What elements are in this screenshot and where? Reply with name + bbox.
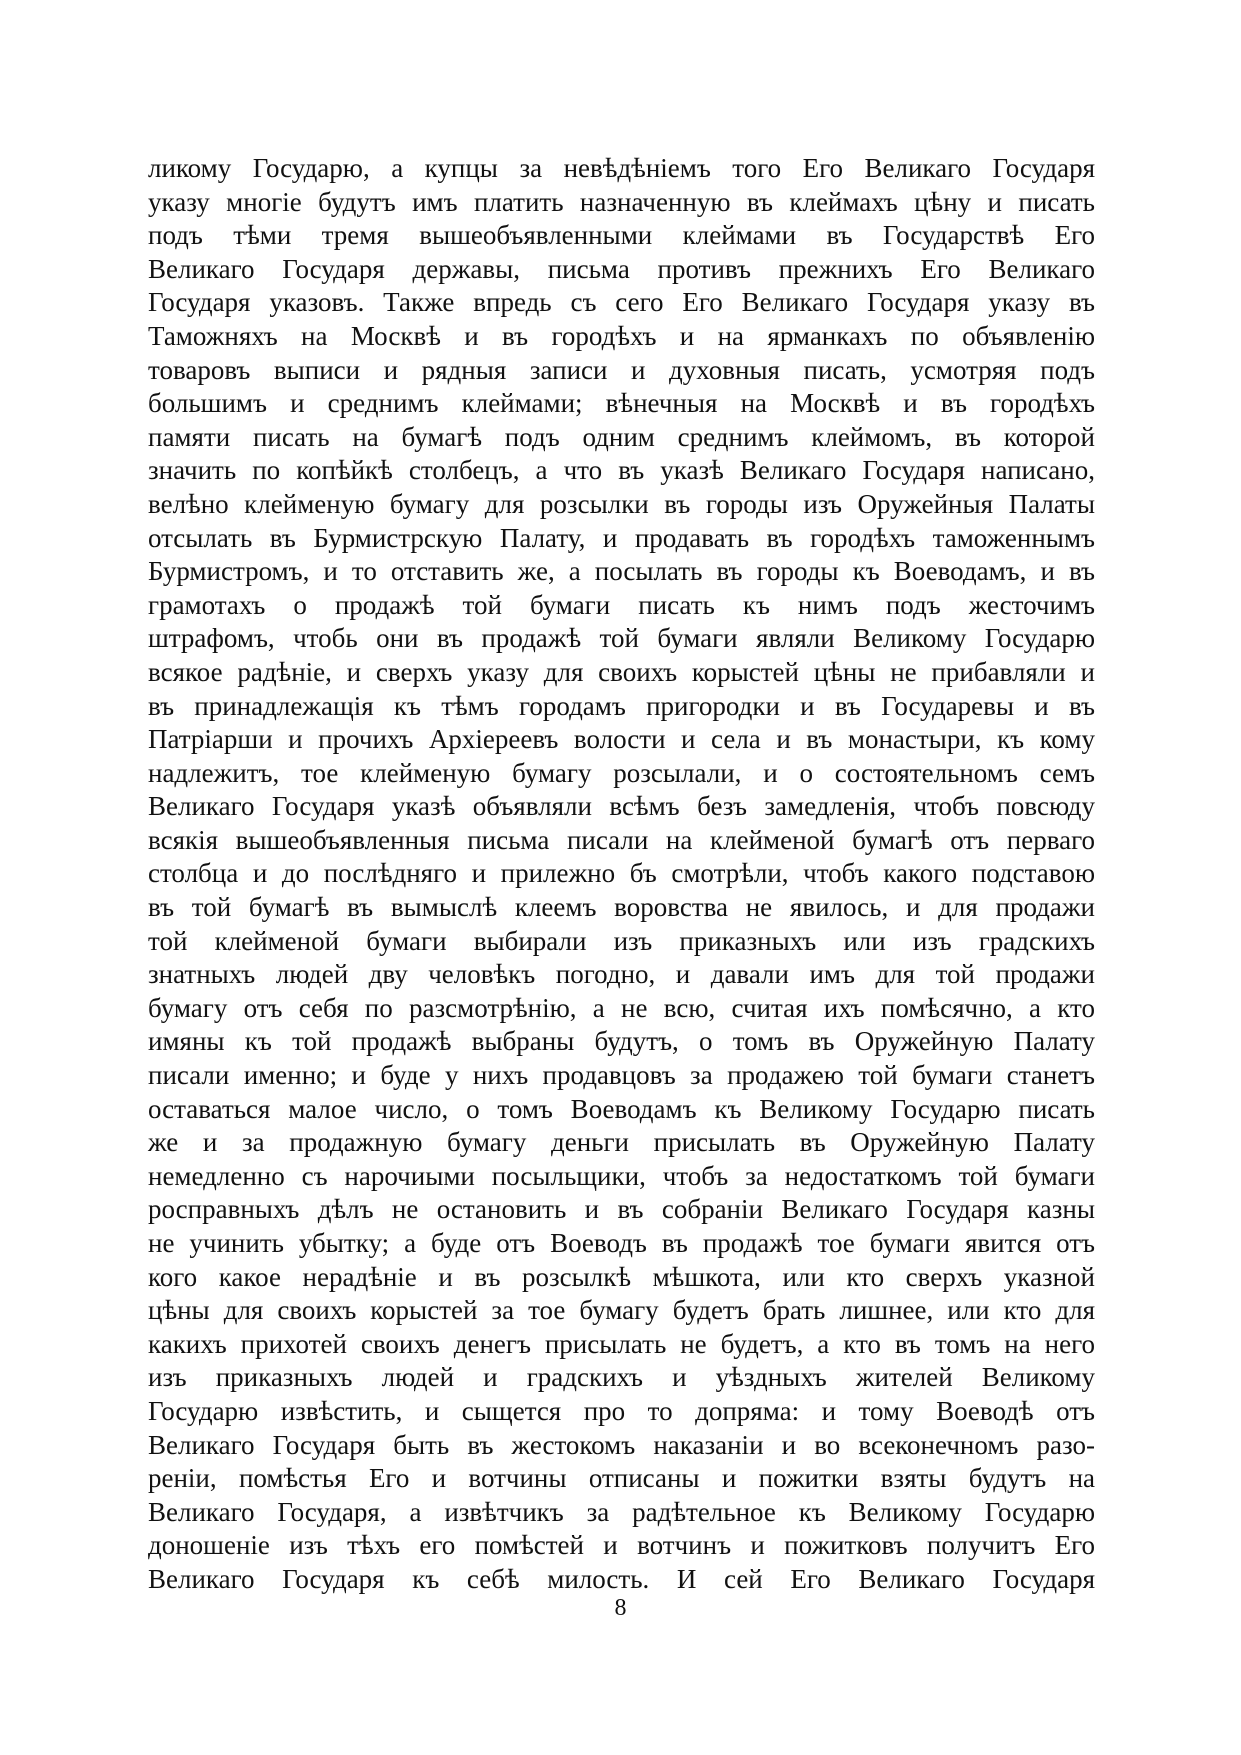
text-line: Патрiарши и прочихъ Архiереевъ волости и села и въ монастыри, къ кому [148,724,1095,755]
text-line: Великаго Государя указѣ объявляли всѣмъ безъ замедленiя, чтобъ повсюду [148,791,1095,822]
text-line: изъ приказныхъ людей и градскихъ и уѣздныхъ жителей Великому [148,1362,1095,1393]
text-line: росправныхъ дѣлъ не остановить и въ собранiи Великаго Государя казны [148,1194,1095,1225]
text-line: надлежитъ, тое клейменую бумагу розсылали, и о состоятельномъ семъ [148,757,1095,788]
text-line: имяны къ той продажѣ выбраны будутъ, о томъ въ Оружейную Палату [148,1026,1095,1057]
text-line: въ той бумагѣ въ вымыслѣ клеемъ воровства не явилось, и для продажи [148,892,1095,923]
text-line: Великаго Государя, а извѣтчикъ за радѣтельное къ Великому Государю [148,1496,1095,1527]
text-line: всякое радѣнiе, и сверхъ указу для своихъ корыстей цѣны не прибавляли и [148,656,1095,687]
text-line: Таможняхъ на Москвѣ и въ городѣхъ и на ярманкахъ по объявленiю [148,320,1095,351]
text-line: не учинить убытку; а буде отъ Воеводъ въ продажѣ тое бумаги явится отъ [148,1228,1095,1258]
text-line: той клейменой бумаги выбирали изъ приказныхъ или изъ градскихъ [148,925,1095,956]
text-line: штрафомъ, чтобь они въ продажѣ той бумаги являли Великому Государю [148,623,1095,654]
text-line: столбца и до послѣдняго и прилежно бъ смотрѣли, чтобъ какого подставою [148,858,1095,889]
text-line: грамотахъ о продажѣ той бумаги писать къ нимъ подъ жесточимъ [148,589,1095,620]
text-line: Великаго Государя быть въ жестокомъ наказанiи и во всеконечномъ разо- [148,1429,1095,1460]
text-line: доношенiе изъ тѣхъ его помѣстей и вотчинъ и пожитковъ получитъ Его [148,1530,1095,1561]
text-line: немедленно съ нарочиыми посыльщики, чтобъ за недостаткомъ той бумаги [148,1160,1095,1191]
text-line: знатныхъ людей дву человѣкъ погодно, и давали имъ для той продажи [148,959,1095,990]
text-line: ренiи, помѣстья Его и вотчины отписаны и пожитки взяты будутъ на [148,1463,1095,1494]
text-line: всякiя вышеобъявленныя письма писали на клейменой бумагѣ отъ перваго [148,824,1095,855]
text-line: Бурмистромъ, и то отставить же, а посылать въ городы къ Воеводамъ, и въ [148,556,1095,587]
text-line: кого какое нерадѣнiе и въ розсылкѣ мѣшкота, или кто сверхъ указной [148,1261,1095,1292]
text-line: Великаго Государя къ себѣ милость. И сей Его Великаго Государя [148,1563,1095,1594]
text-line: указу многiе будутъ имъ платить назначенную въ клеймахъ цѣну и писать [148,186,1095,217]
text-line: Великаго Государя державы, письма противъ прежнихъ Его Великаго [148,253,1095,284]
text-line: ликому Государю, а купцы за невѣдѣнiемъ того Его Великаго Государя [148,153,1095,183]
text-line: Государя указовъ. Также впредь съ сего Его Великаго Государя указу въ [148,287,1095,318]
text-line: бумагу отъ себя по разсмотрѣнiю, а не всю, считая ихъ помѣсячно, а кто [148,992,1095,1023]
text-line: отсылать въ Бурмистрскую Палату, и продавать въ городѣхъ таможеннымъ [148,522,1095,553]
text-line: товаровъ выписи и рядныя записи и духовныя писать, усмотряя подъ [148,354,1095,385]
text-line: цѣны для своихъ корыстей за тое бумагу будетъ брать лишнее, или кто для [148,1295,1095,1326]
text-line: Государю извѣстить, и сыщется про то допряма: и тому Воеводѣ отъ [148,1395,1095,1426]
text-line: большимъ и среднимъ клеймами; вѣнечныя на Москвѣ и въ городѣхъ [148,388,1095,419]
text-line: велѣно клейменую бумагу для розсылки въ городы изъ Оружейныя Палаты [148,488,1095,519]
text-line: въ принадлежащiя къ тѣмъ городамъ пригородки и въ Государевы и въ [148,690,1095,721]
text-line: значить по копѣйкѣ столбецъ, а что въ указѣ Великаго Государя написано, [148,455,1095,486]
text-line: памяти писать на бумагѣ подъ одним среднимъ клеймомъ, въ которой [148,421,1095,452]
body-text [148,152,1095,1597]
text-line: писали именно; и буде у нихъ продавцовъ за продажею той бумаги станетъ [148,1060,1095,1091]
text-line: оставаться малое число, о томъ Воеводамъ къ Великому Государю писать [148,1093,1095,1124]
text-line: какихъ прихотей своихъ денегъ присылать не будетъ, а кто въ томъ на него [148,1328,1095,1359]
text-line: подъ тѣми тремя вышеобъявленными клеймами въ Государствѣ Его [148,220,1095,251]
text-line: же и за продажную бумагу деньги присылать въ Оружейную Палату [148,1127,1095,1158]
page-number: 8 [614,1595,627,1621]
